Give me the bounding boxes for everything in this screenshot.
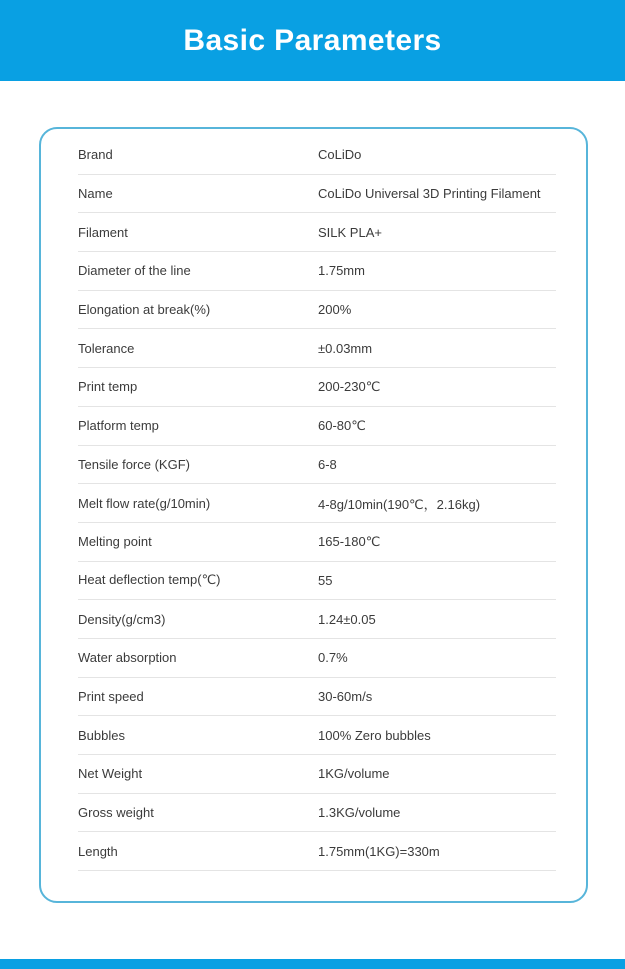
row-value: 165-180℃ (318, 533, 381, 549)
table-row (78, 136, 556, 175)
table-row (78, 755, 556, 794)
table-row (78, 407, 556, 446)
row-label: Tensile force (KGF) (78, 456, 190, 472)
table-row (78, 329, 556, 368)
row-label: Melting point (78, 534, 152, 550)
row-value: 30-60m/s (318, 688, 373, 704)
row-value: 6-8 (318, 456, 337, 472)
row-label: Platform temp (78, 418, 159, 434)
row-label: Filament (78, 224, 128, 240)
row-label: Bubbles (78, 727, 125, 743)
row-value: 1.75mm(1KG)=330m (318, 843, 440, 859)
row-label: Tolerance (78, 340, 135, 356)
row-value: 60-80℃ (318, 417, 366, 433)
table-row (78, 252, 556, 291)
row-value: 100% Zero bubbles (318, 727, 431, 743)
row-label: Heat deflection temp(℃) (78, 572, 221, 588)
row-label: Elongation at break(%) (78, 302, 211, 318)
row-label: Brand (78, 147, 113, 163)
row-value: CoLiDo (318, 147, 362, 163)
row-value: SILK PLA+ (318, 224, 382, 240)
table-row (78, 639, 556, 678)
row-label: Print temp (78, 379, 138, 395)
row-value: 200-230℃ (318, 378, 381, 394)
table-row (78, 562, 556, 601)
row-label: Name (78, 186, 113, 202)
table-row (78, 832, 556, 871)
row-label: Net Weight (78, 766, 143, 782)
table-row (78, 484, 556, 523)
row-value: 1.3KG/volume (318, 805, 401, 821)
table-row (78, 794, 556, 833)
row-label: Gross weight (78, 805, 154, 821)
row-label: Print speed (78, 688, 144, 704)
row-value: 0.7% (318, 650, 348, 666)
row-value: 1.75mm (318, 263, 365, 279)
row-value: ±0.03mm (318, 340, 373, 356)
row-label: Diameter of the line (78, 263, 191, 279)
table-row (78, 678, 556, 717)
page-title: Basic Parameters (183, 23, 442, 57)
parameters-card (39, 127, 588, 903)
row-value: 1KG/volume (318, 766, 390, 782)
table-row (78, 175, 556, 214)
table-row (78, 446, 556, 485)
row-label: Density(g/cm3) (78, 611, 166, 627)
row-value: 55 (318, 572, 333, 588)
row-value: 1.24±0.05 (318, 611, 376, 627)
row-label: Water absorption (78, 650, 177, 666)
row-value: CoLiDo Universal 3D Printing Filament (318, 186, 541, 202)
table-row (78, 716, 556, 755)
table-row (78, 291, 556, 330)
row-label: Melt flow rate(g/10min) (78, 495, 211, 511)
parameters-table (78, 136, 556, 871)
header-bar (0, 0, 625, 81)
row-label: Length (78, 843, 118, 859)
table-row (78, 368, 556, 407)
table-row (78, 523, 556, 562)
table-row (78, 600, 556, 639)
table-row (78, 213, 556, 252)
row-value: 200% (318, 302, 352, 318)
row-value: 4-8g/10min(190℃，2.16kg) (318, 496, 481, 512)
footer-accent-bar (0, 959, 625, 969)
